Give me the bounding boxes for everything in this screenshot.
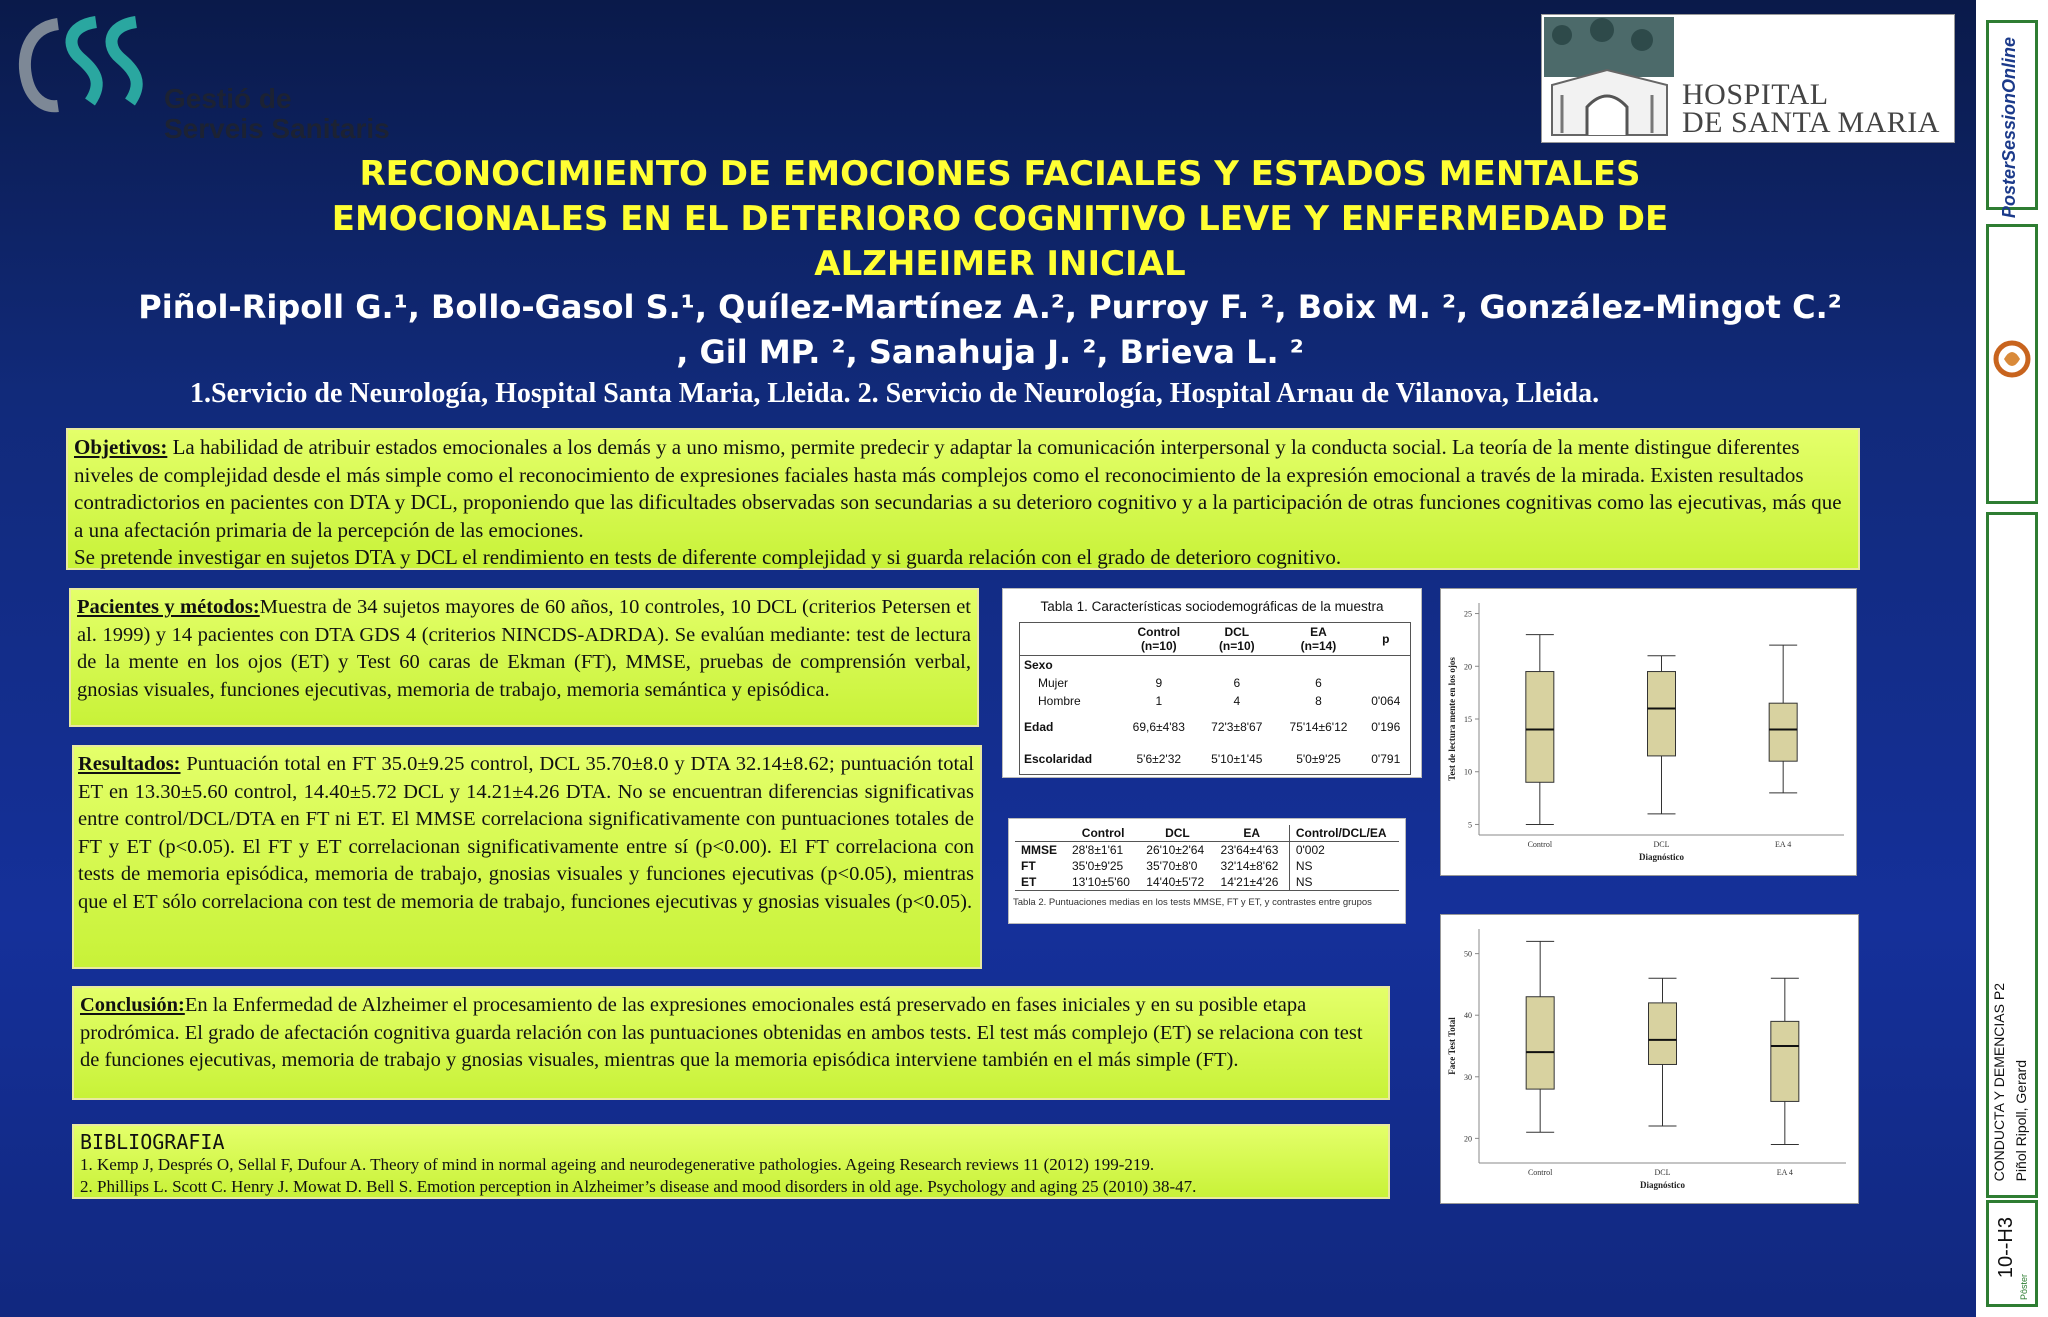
table-1-cell: 69,6±4'83 (1132, 720, 1185, 734)
side-panel (1976, 0, 2048, 1317)
x-axis-label: Diagnóstico (1640, 1180, 1685, 1190)
table-2-header: DCL (1165, 826, 1190, 840)
table-1-cell: 0'196 (1371, 720, 1401, 734)
table-2-cell: ET (1021, 875, 1037, 889)
pacientes-text: Muestra de 34 sujetos mayores de 60 años, 10 controles, 10 DCL (criterios Petersen et al. 1999) y 14 pacientes con DTA GDS 4 (criterios NINCDS-ADRDA). Se evalúan mediante: test de lectura de la mente en los ojos (ET) y Test 60 caras de Ekman (FT), MMSE, pruebas de comprensión verbal, gnosias visuales, funciones ejecutivas, memoria de trabajo, memoria semántica y episódica. (77, 596, 971, 701)
table-1 (1002, 588, 1422, 778)
table-row (1015, 874, 1399, 891)
society-logo-icon (1992, 337, 2032, 387)
brand-text: PosterSessionOnline (1999, 37, 2019, 219)
table-2-cell: 23'64±4'63 (1220, 843, 1279, 857)
box (1649, 1003, 1677, 1065)
table-1-grid (1019, 622, 1411, 775)
table-2-cell: 14'21±4'26 (1220, 875, 1279, 889)
title-line-2: EMOCIONALES EN EL DETERIORO COGNITIVO LEVE Y ENFERMEDAD DE (331, 199, 1669, 239)
table-1-header: p (1382, 632, 1390, 646)
x-axis-label: Diagnóstico (1639, 852, 1684, 862)
table-1-cell: 6 (1233, 676, 1241, 690)
table-2-cell: 35'70±8'0 (1146, 859, 1198, 873)
conclusion-text: En la Enfermedad de Alzheimer el procesamiento de las expresiones emocionales está preservado en fases iniciales y en su posible etapa prodrómica. El grado de afectación cognitiva guarda relación con las puntuaciones obtenidas en ambos tests. El test más complejo (ET) se relaciona con test de funciones ejecutivas, memoria de trabajo y gnosias visuales, mientras que la memoria episódica interviene también en el más simple (FT). (80, 994, 1363, 1071)
y-tick-label: 50 (1464, 949, 1472, 959)
y-tick-label: 10 (1464, 767, 1472, 777)
table-2-header: Control (1081, 826, 1125, 840)
table-2-cell: 35'0±9'25 (1072, 859, 1124, 873)
bibliografia-ref-2: 2. Phillips L. Scott C. Henry J. Mowat D. Bell S. Emotion perception in Alzheimer’s disease and mood disorders in old age. Psychology and aging 25 (2010) 38-47. (80, 1177, 1197, 1196)
table-1-cell: Escolaridad (1024, 751, 1093, 766)
table-1-cell: 4 (1233, 694, 1241, 708)
y-tick-label: 20 (1464, 662, 1472, 672)
boxplot-face-test (1440, 914, 1859, 1204)
bibliografia-box (72, 1124, 1390, 1199)
resultados-heading: Resultados: (78, 753, 181, 775)
boxplot-eyes-test (1440, 588, 1857, 876)
resultados-text: Puntuación total en FT 35.0±9.25 control, DCL 35.70±8.0 y DTA 32.14±8.62; puntuación total ET en 13.30±5.60 control, 14.40±5.72 DCL y 14.21±4.26 DTA. No se encuentran diferencias significativas entre control/DCL/DTA en FT ni ET. El MMSE correlaciona significativamente con puntuaciones totales de FT y ET (p<0.05). El FT y ET correlacionan significativamente entre sí (p<0.00). El FT correlaciona con tests de memoria episódica, memoria de trabajo, gnosias visuales y funciones ejecutivas (p<0.05), mientras que el ET sólo correlaciona con test de memoria de trabajo, funciones ejecutivas y gnosias visuales (p<0.05). (78, 753, 974, 913)
y-tick-label: 15 (1464, 715, 1472, 724)
y-tick-label: 20 (1464, 1134, 1472, 1144)
y-tick-label: 30 (1464, 1072, 1472, 1082)
box (1771, 1021, 1799, 1101)
author-text: Piñol Ripoll, Gerard (2013, 1059, 2029, 1181)
table-1-cell: 5'0±9'25 (1296, 751, 1341, 766)
table-1-cell: 5'6±2'32 (1136, 751, 1182, 766)
table-1-cell: 0'064 (1371, 694, 1401, 708)
pacientes-box (69, 588, 979, 727)
table-2-cell: 28'8±1'61 (1072, 843, 1124, 857)
boxplot-eyes-test-svg (1441, 589, 1856, 875)
x-tick-label: Control (1527, 840, 1553, 849)
code-box (1986, 1200, 2038, 1307)
table-row (1020, 710, 1411, 744)
authors (70, 285, 1910, 375)
x-tick-label: DCL (1654, 1168, 1671, 1177)
hospital-building-icon (1542, 15, 1677, 140)
table-1-caption: Tabla 1. Características sociodemográficas de la muestra (1040, 599, 1384, 614)
table-row (1020, 692, 1411, 710)
y-tick-label: 25 (1464, 609, 1472, 619)
table-2-caption: Tabla 2. Puntuaciones medias en los tests MMSE, FT y ET, y contrastes entre grupos (1013, 897, 1372, 908)
table-row (1020, 674, 1411, 692)
table-1-header: EA (n=14) (1300, 625, 1337, 653)
table-1-cell: Edad (1024, 720, 1054, 734)
table-row (1020, 656, 1411, 675)
table-1-cell: Mujer (1038, 676, 1069, 690)
authors-line-2: , Gil MP. ², Sanahuja J. ², Brieva L. ² (676, 333, 1304, 371)
table-2-cell: 14'40±5'72 (1146, 875, 1205, 889)
y-axis-label: Face Test Total (1447, 1017, 1457, 1075)
x-tick-label: Control (1527, 1168, 1553, 1177)
table-row (1015, 858, 1399, 874)
authors-line-1: Piñol-Ripoll G.¹, Bollo-Gasol S.¹, Quílez-Martínez A.², Purroy F. ², Boix M. ², González-Mingot C.² (138, 288, 1842, 326)
conclusion-box (72, 986, 1390, 1100)
gss-logo-mark-icon (18, 16, 168, 116)
table-2-cell: 32'14±8'62 (1220, 859, 1279, 873)
hospital-name-1: HOSPITAL (1682, 78, 1829, 111)
hospital-name-2: DE SANTA MARIA (1682, 106, 1940, 139)
table-2-header: Control/DCL/EA (1289, 825, 1399, 842)
poster-small-label: Pôster (2019, 1273, 2029, 1300)
brand-box (1986, 20, 2038, 219)
title-line-1: RECONOCIMIENTO DE EMOCIONES FACIALES Y ESTADOS MENTALES (359, 154, 1641, 194)
table-1-header: Control (n=10) (1137, 625, 1181, 653)
x-tick-label: EA 4 (1775, 840, 1792, 849)
table-2-cell: FT (1021, 859, 1036, 873)
session-box (1986, 512, 2038, 1198)
table-1-cell: Hombre (1038, 694, 1081, 708)
gss-line1: Gestió de (164, 83, 292, 114)
table-1-header-row (1020, 623, 1411, 656)
table-2-cell: MMSE (1021, 843, 1057, 857)
table-1-cell: 5'10±1'45 (1211, 751, 1263, 766)
table-1-cell (1362, 674, 1411, 692)
hospital-logo (1541, 14, 1955, 143)
affiliations: 1.Servicio de Neurología, Hospital Santa Maria, Lleida. 2. Servicio de Neurología, Hospital Arnau de Vilanova, Lleida. (190, 378, 1600, 409)
table-2-cell: 26'10±2'64 (1146, 843, 1205, 857)
table-1-cell: 0'791 (1371, 751, 1401, 766)
table-2-cell: 13'10±5'60 (1072, 875, 1130, 889)
table-2-header-row (1015, 825, 1399, 842)
table-1-cell: Sexo (1024, 658, 1053, 672)
box (1648, 672, 1676, 756)
y-tick-label: 40 (1464, 1011, 1472, 1021)
conclusion-heading: Conclusión: (80, 994, 185, 1016)
resultados-box (72, 745, 982, 969)
objetivos-heading: Objetivos: (74, 435, 168, 459)
bibliografia-heading: BIBLIOGRAFIA (80, 1130, 225, 1154)
y-axis-label: Test de lectura mente en los ojos (1447, 657, 1457, 781)
title-line-3: ALZHEIMER INICIAL (814, 244, 1186, 284)
gss-logo (18, 16, 398, 146)
boxplot-face-test-svg (1441, 915, 1858, 1203)
table-2-header (1015, 825, 1066, 842)
x-tick-label: EA 4 (1776, 1168, 1793, 1177)
bibliografia-ref-1: 1. Kemp J, Després O, Sellal F, Dufour A. Theory of mind in normal ageing and neurodegenerative pathologies. Ageing Research reviews 11 (2012) 199-219. (80, 1155, 1155, 1174)
objetivos-text-2: Se pretende investigar en sujetos DTA y DCL el rendimiento en tests de diferente complejidad y si guarda relación con el grado de deterioro cognitivo. (74, 545, 1342, 569)
table-row (1020, 744, 1411, 774)
poster-code: 10--H3 (1995, 1217, 2017, 1279)
objetivos-box (66, 428, 1860, 570)
table-1-cell: 9 (1155, 676, 1163, 690)
table-1-header: DCL (n=10) (1218, 625, 1255, 653)
y-tick-label: 5 (1468, 820, 1472, 830)
box (1769, 703, 1797, 761)
table-1-cell: 72'3±8'67 (1211, 720, 1263, 734)
table-row (1015, 842, 1399, 859)
box (1526, 997, 1554, 1089)
box (1526, 672, 1554, 783)
table-1-cell: 1 (1155, 694, 1163, 708)
logo-box (1986, 224, 2038, 504)
poster-title (200, 152, 1800, 287)
table-1-cell: 8 (1315, 694, 1322, 708)
session-text: CONDUCTA Y DEMENCIAS P2 (1991, 982, 2007, 1181)
table-1-header (1020, 623, 1120, 656)
objetivos-text: La habilidad de atribuir estados emocionales a los demás y a uno mismo, permite predecir y adaptar la comunicación interpersonal y la conducta social. La teoría de la mente distingue diferentes niveles de complejidad desde el más simple como el reconocimiento de expresiones faciales hasta más complejos como el reconocimiento de la expresión emocional a través de la mirada. Existen resultados contradictorios en pacientes con DTA y DCL, proponiendo que las dificultades observadas son secundarias a su deterioro cognitivo y a la participación de otras funciones cognitivas como las ejecutivas, más que a una afectación primaria de la percepción de las emociones. (74, 435, 1842, 542)
x-tick-label: DCL (1653, 840, 1670, 849)
table-2-cell: NS (1289, 874, 1399, 891)
table-2 (1008, 818, 1406, 924)
gss-line2: Serveis Sanitaris (164, 113, 390, 144)
table-1-cell: 6 (1315, 676, 1322, 690)
table-2-cell: 0'002 (1289, 842, 1399, 859)
table-2-cell: NS (1289, 858, 1399, 874)
table-2-header: EA (1243, 826, 1261, 840)
table-1-cell: 75'14±6'12 (1289, 720, 1348, 734)
pacientes-heading: Pacientes y métodos: (77, 596, 260, 618)
table-2-grid (1015, 825, 1399, 891)
